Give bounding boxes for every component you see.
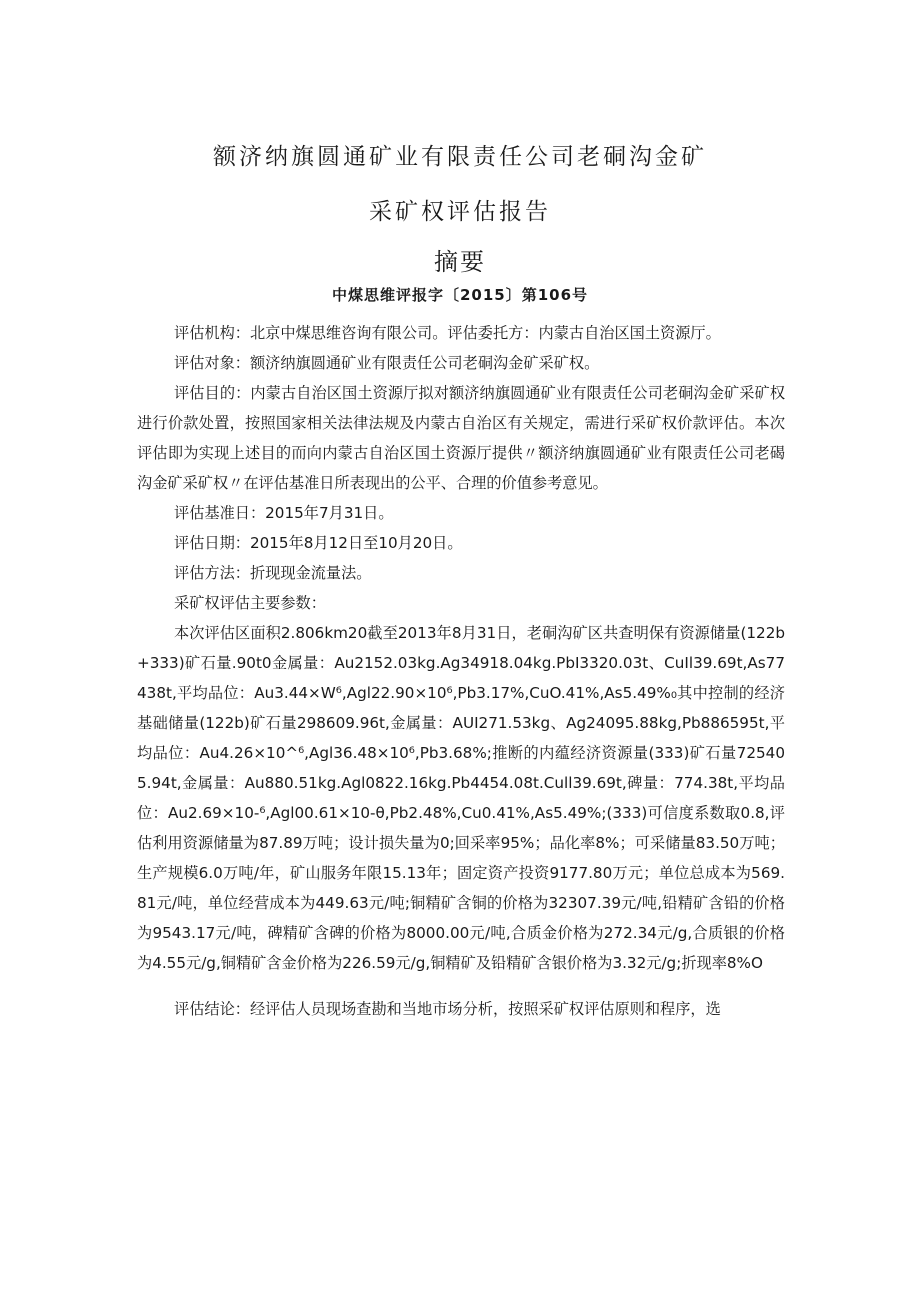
paragraph-params-heading: 采矿权评估主要参数： (174, 594, 326, 612)
paragraph-object: 评估对象：额济纳旗圆通矿业有限责任公司老硐沟金矿采矿权。 (174, 354, 600, 372)
paragraph-eval-date: 评估日期：2015年8月12日至10月20日。 (174, 534, 463, 552)
document-number: 中煤思维评报字〔2015〕第106号 (331, 286, 589, 304)
paragraph-conclusion: 评估结论：经评估人员现场查勘和当地市场分析，按照采矿权评估原则和程序，选 (174, 1000, 721, 1018)
report-title-line1: 额济纳旗圆通矿业有限责任公司老硐沟金矿 (213, 144, 707, 170)
paragraph-method: 评估方法：折现现金流量法。 (174, 564, 372, 582)
paragraph-params: 本次评估区面积2.806km20截至2013年8月31日，老硐沟矿区共查明保有资源储量(122b+333)矿石量.90t0金属量：Au2152.03kg.Ag34918.04kg.PbI3320.03t、CuIl39.69t,As77438t,平均品位：Au3.44×W⁶,Agl22.90×10⁶,Pb3.17%,CuO.41%,As5.49%₀其中控制的经济基础储量(122b)矿石量298609.96t,金属量：AUI271.53kg、Ag24095.88kg,Pb886595t,平均品位：Au4.26×10^⁶,Agl36.48×10⁶,Pb3.68%;推断的内蕴经济资源量(333)矿石量725405.94t,金属量：Au880.51kg.Agl0822.16kg.Pb4454.08t.Cull39.69t,碑量：774.38t,平均品位：Au2.69×10-⁶,Agl00.61×10-θ,Pb2.48%,Cu0.41%,As5.49%;(333)可信度系数取0.8,评估利用资源储量为87.89万吨；设计损失量为0;回采率95%；品化率8%；可采储量83.50万吨；生产规模6.0万吨/年，矿山服务年限15.13年；固定资产投资9177.80万元；单位总成本为569.81元/吨，单位经营成本为449.63元/吨;铜精矿含铜的价格为32307.39元/吨,铅精矿含铅的价格为9543.17元/吨，碑精矿含碑的价格为8000.00元/吨,合质金价格为272.34元/g,合质银的价格为4.55元/g,铜精矿含金价格为226.59元/g,铜精矿及铅精矿含银价格为3.32元/g;折现率8%O (137, 624, 785, 972)
report-title-line2: 采矿权评估报告 (369, 199, 551, 225)
paragraph-institution: 评估机构：北京中煤思维咨询有限公司。评估委托方：内蒙古自治区国土资源厅。 (174, 324, 721, 342)
paragraph-purpose: 评估目的：内蒙古自治区国土资源厅拟对额济纳旗圆通矿业有限责任公司老硐沟金矿采矿权进行价款处置，按照国家相关法律法规及内蒙古自治区有关规定，需进行采矿权价款评估。本次评估即为实现上述目的而向内蒙古自治区国土资源厅提供〃额济纳旗圆通矿业有限责任公司老碣沟金矿采矿权〃在评估基准日所表现出的公平、合理的价值参考意见。 (137, 384, 785, 492)
abstract-heading: 摘要 (434, 248, 486, 276)
paragraph-base-date: 评估基准日：2015年7月31日。 (174, 504, 394, 522)
abstract-body (137, 318, 785, 1024)
